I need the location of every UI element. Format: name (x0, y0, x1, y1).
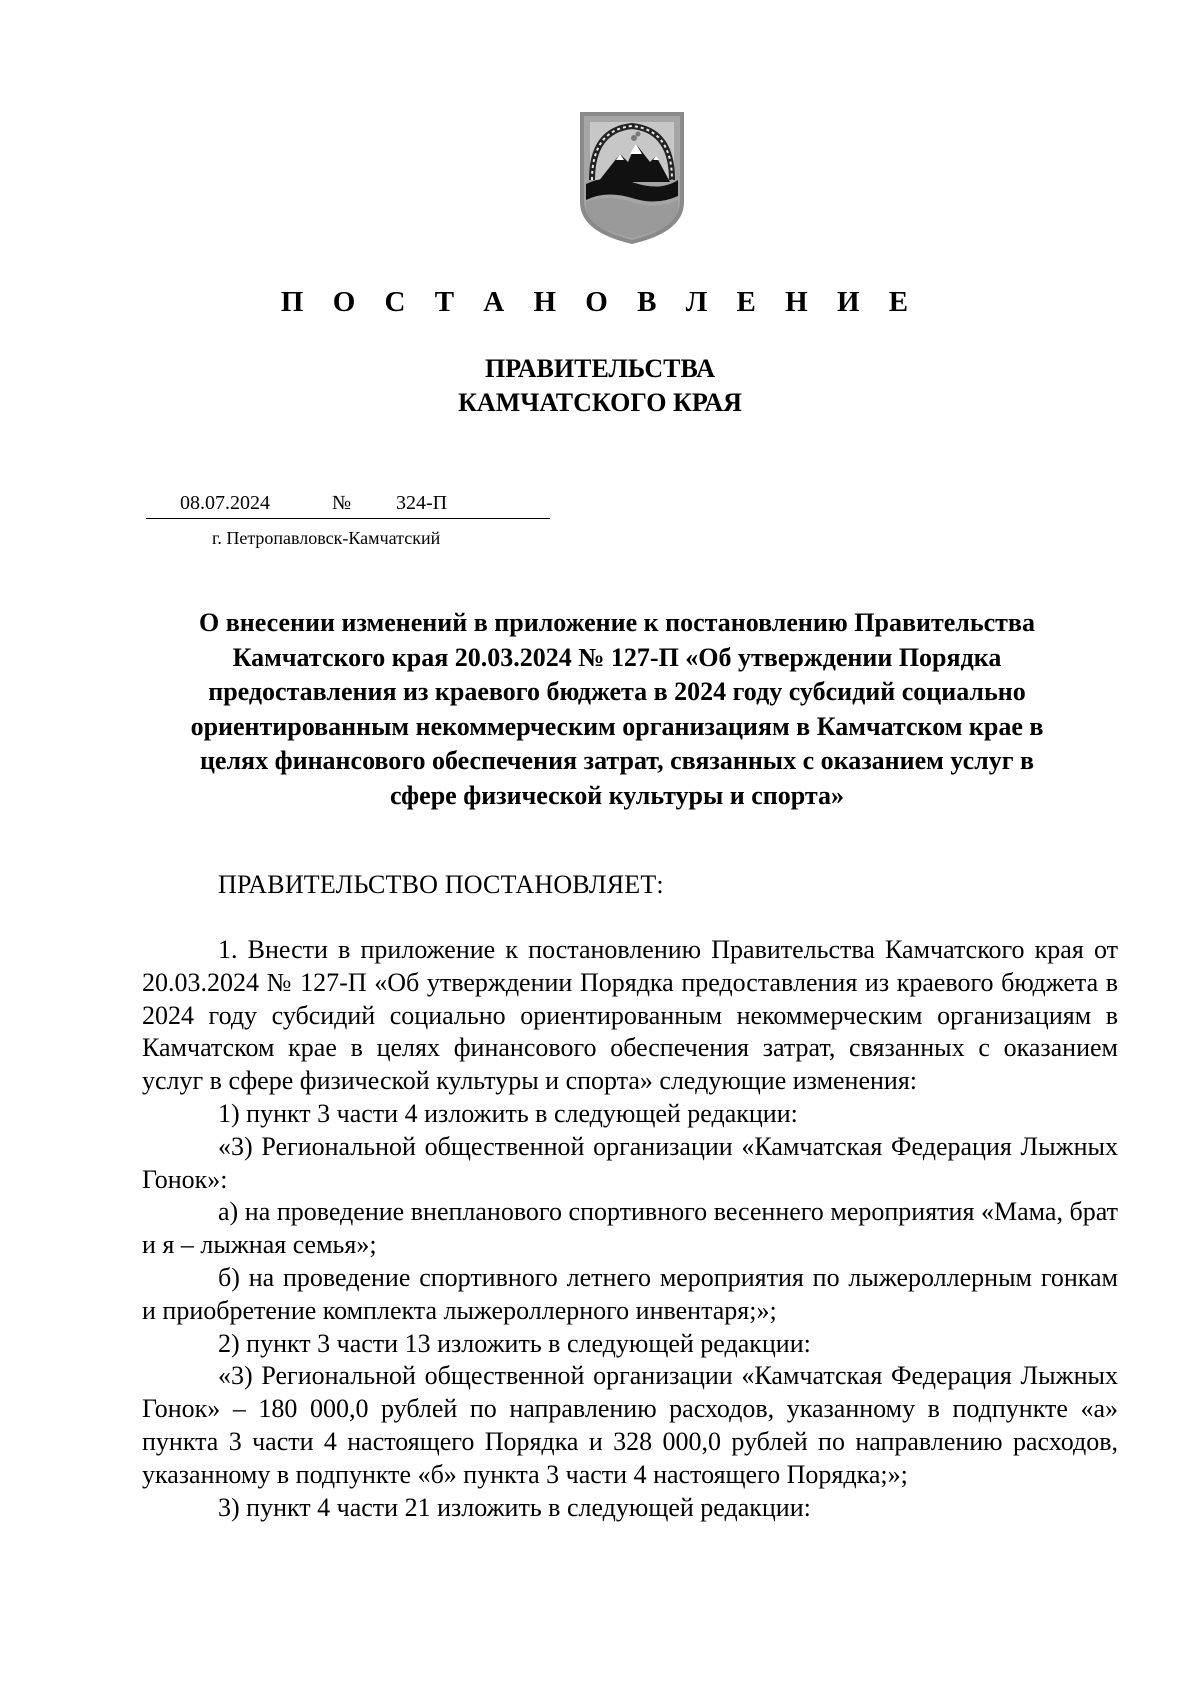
registration-line (146, 492, 550, 520)
issuer-line-2: КАМЧАТСКОГО КРАЯ (458, 388, 742, 417)
subject-line: О внесении изменений в приложение к постановлению Правительства (199, 608, 1035, 637)
body-paragraph: а) на проведение внепланового спортивного весеннего мероприятия «Мама, брат и я – лыжная семья»; (142, 1197, 1118, 1260)
subject-line: целях финансового обеспечения затрат, связанных с оказанием услуг в (199, 746, 1035, 775)
issuer-line-1: ПРАВИТЕЛЬСТВА (485, 354, 715, 383)
number-sign: № (332, 492, 352, 514)
body-paragraph: б) на проведение спортивного летнего мероприятия по лыжероллерным гонкам и приобретение комплекта лыжероллерного инвентаря;»; (142, 1262, 1118, 1325)
issuer-name (0, 352, 1200, 420)
body-paragraph: «3) Региональной общественной организации «Камчатская Федерация Лыжных Гонок»: (142, 1131, 1118, 1194)
subject-line: сфере физической культуры и спорта» (389, 780, 844, 810)
document-title: П О С Т А Н О В Л Е Н И Е (280, 286, 920, 318)
registration-underline (146, 518, 550, 519)
issue-city: г. Петропавловск-Камчатский (212, 528, 441, 548)
coat-of-arms-icon (576, 110, 688, 246)
subject-line: Камчатского края 20.03.2024 № 127-П «Об утверждении Порядка (232, 642, 1002, 672)
body-paragraph: 1. Внести в приложение к постановлению Правительства Камчатского края от 20.03.2024 № 127-П «Об утверждении Порядка предоставления из краевого бюджета в 2024 году субсидий социально ориентированным некоммерческим организациям в Камчатском крае в целях финансового обеспечения затрат, связанных с оказанием услуг в сфере физической культуры и спорта» следующие изменения: (142, 935, 1118, 1096)
subject-line: предоставления из краевого бюджета в 2024 году субсидий социально (208, 677, 1026, 706)
body-paragraph: «3) Региональной общественной организации «Камчатская Федерация Лыжных Гонок» – 180 000,0 рублей по направлению расходов, указанному в подпункте «а» пункта 3 части 4 настоящего Порядка и 328 000,0 рублей по направлению расходов, указанному в подпункте «б» пункта 3 части 4 настоящего Порядка;»; (142, 1361, 1118, 1489)
document-date: 08.07.2024 (180, 492, 270, 514)
body-paragraph: 3) пункт 4 части 21 изложить в следующей редакции: (218, 1492, 811, 1522)
body-paragraph: 2) пункт 3 части 13 изложить в следующей редакции: (218, 1328, 811, 1358)
document-subject (150, 606, 1084, 813)
document-body (142, 934, 1118, 1524)
document-number: 324-П (396, 492, 448, 514)
body-paragraph: 1) пункт 3 части 4 изложить в следующей редакции: (218, 1098, 798, 1128)
subject-line: ориентированным некоммерческим организациям в Камчатском крае в (190, 711, 1044, 741)
decree-phrase: ПРАВИТЕЛЬСТВО ПОСТАНОВЛЯЕТ: (218, 870, 664, 899)
